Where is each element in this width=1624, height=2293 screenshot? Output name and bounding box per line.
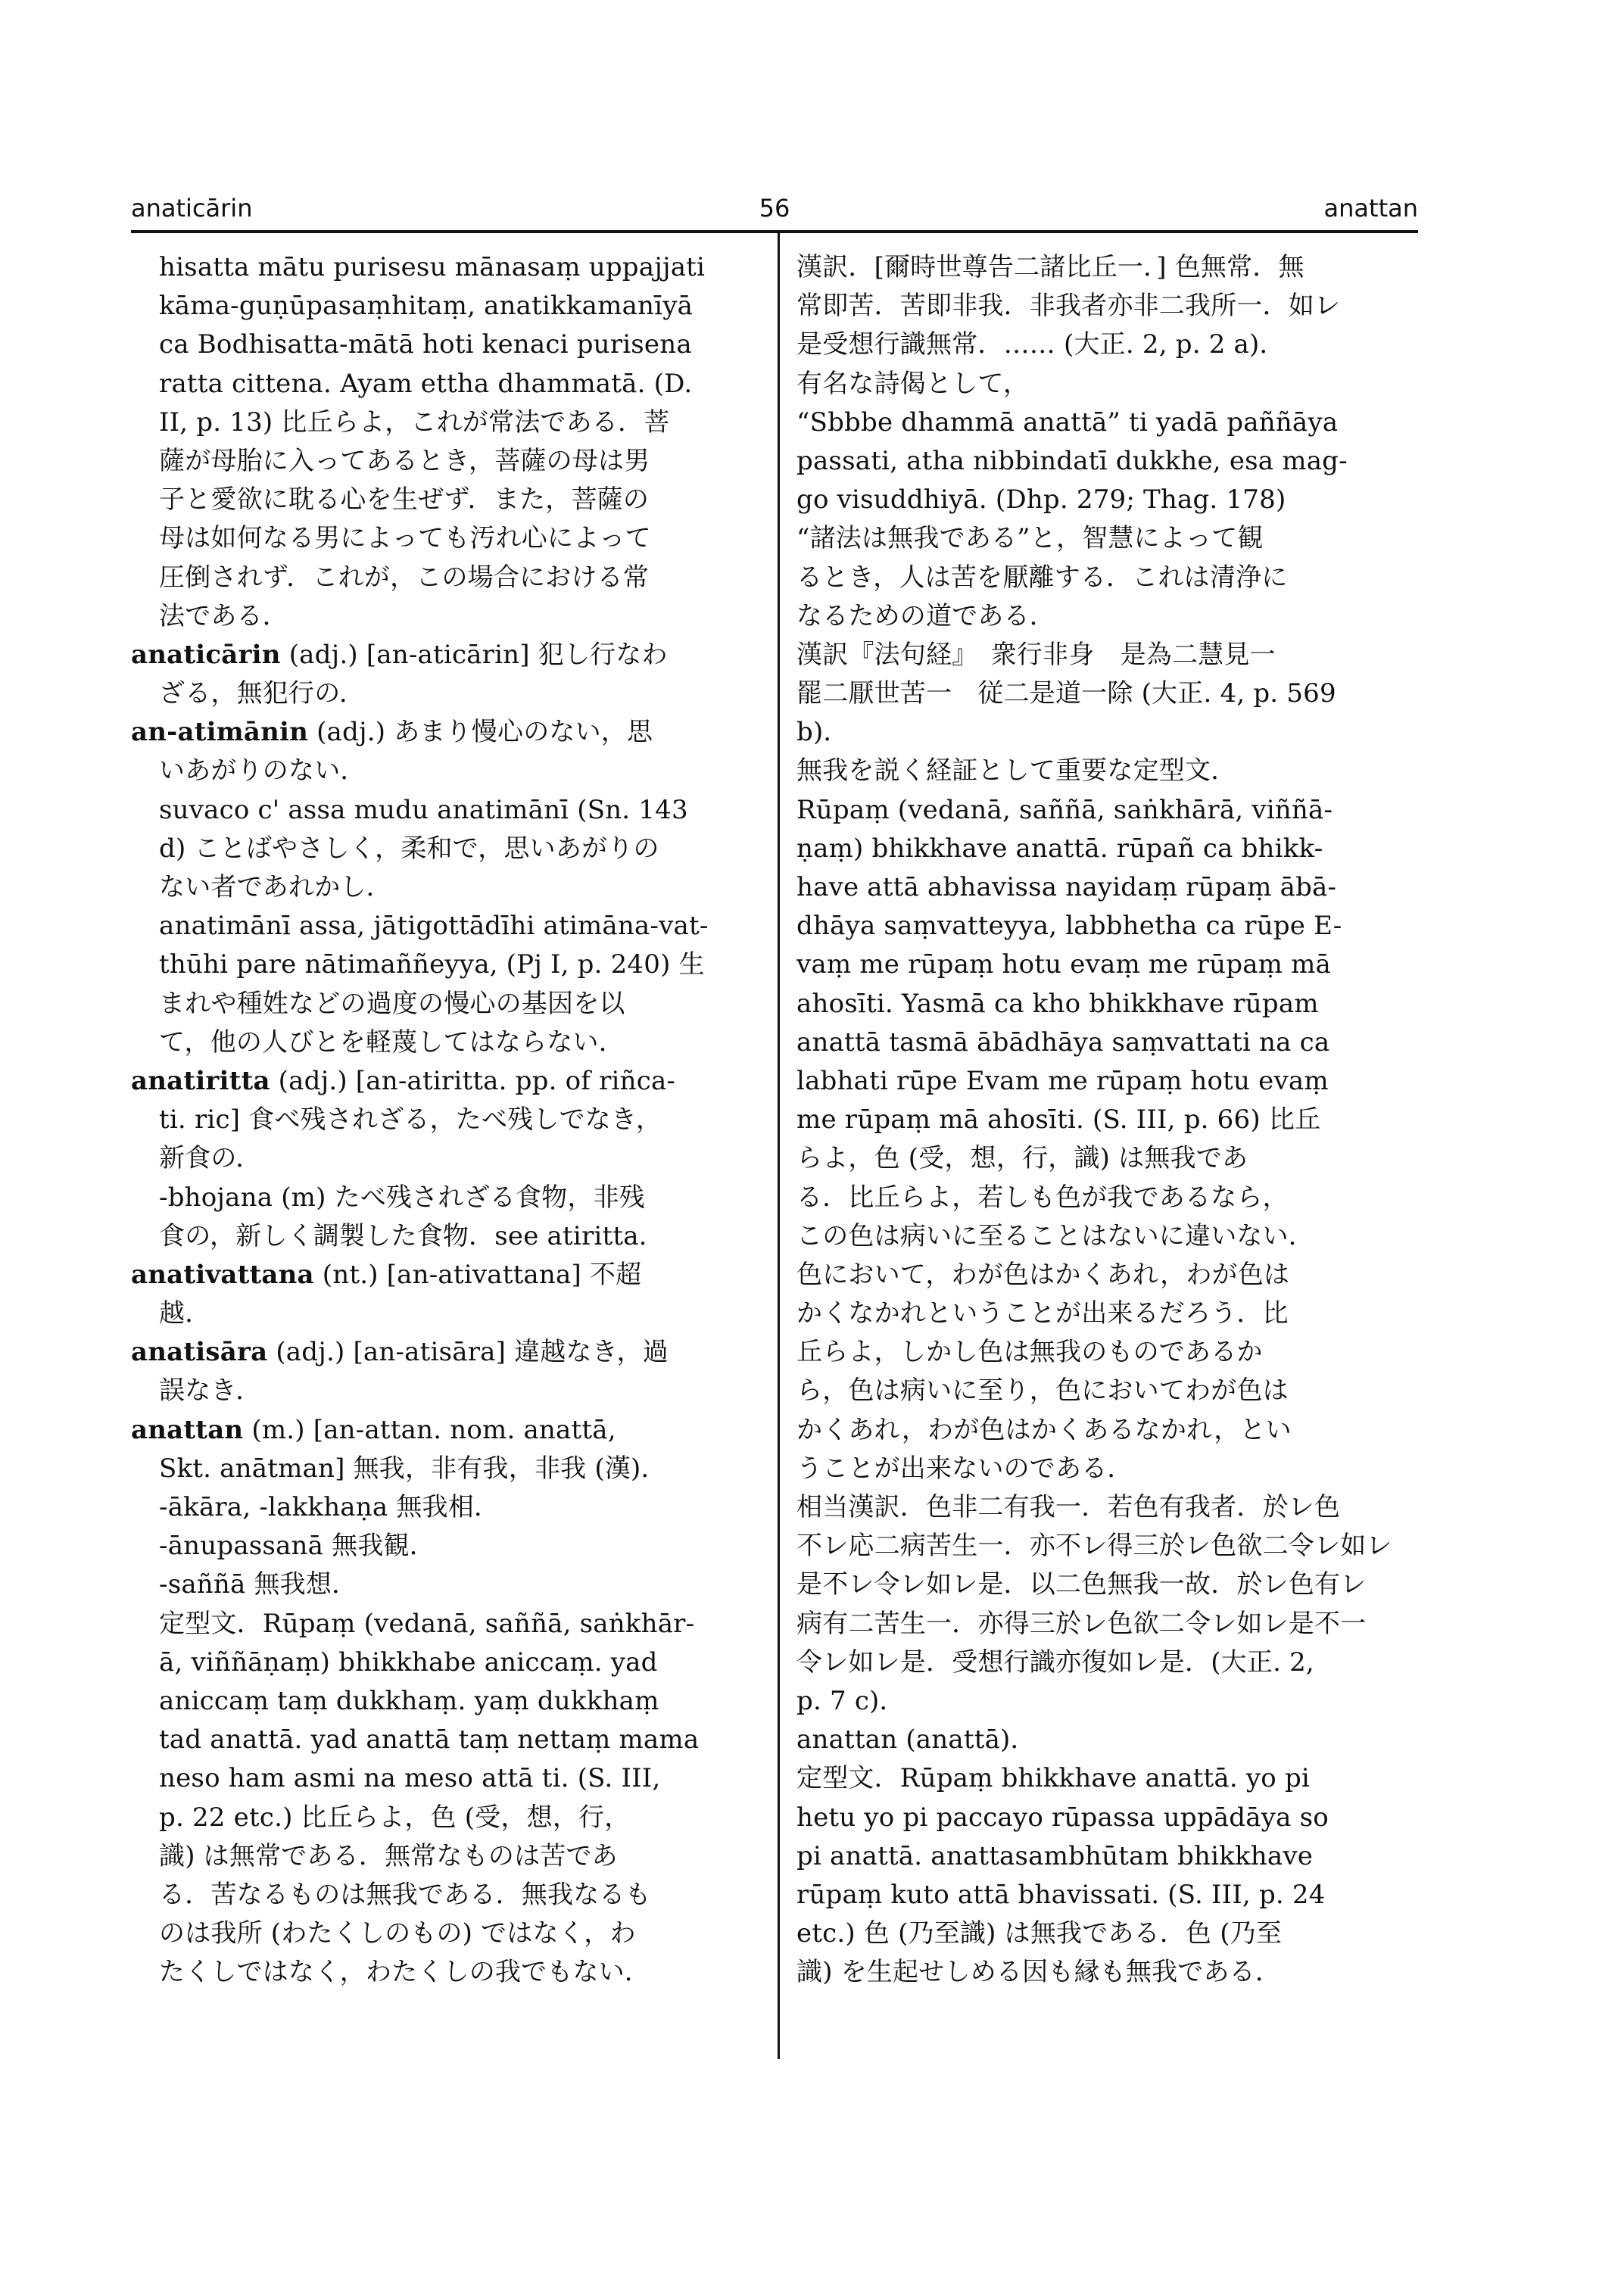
text-line: 誤なき． [159,1375,262,1407]
text-line: て，他の人びとを軽蔑してはならない． [159,1027,625,1058]
entry-headword-line: anatisāra (adj.) [an-atisāra] 違越なき，過 [131,1337,669,1368]
text-line: 是不レ令レ如レ是．以二色無我一故．於レ色有レ [796,1569,1367,1600]
text-line: vaṃ me rūpaṃ hotu evaṃ me rūpaṃ mā [796,949,1332,980]
text-line: passati, atha nibbindatī dukkhe, esa mag- [796,445,1348,476]
text-line: etc.) 色 (乃至識) は無我である．色 (乃至 [796,1918,1283,1949]
entry-headword-line: anattan (m.) [an-attan. nom. anattā, [131,1414,616,1445]
text-line: 定型文．Rūpaṃ bhikkhave anattā. yo pi [796,1763,1310,1794]
text-line: p. 7 c)． [796,1685,906,1716]
headword: an-atimānin [131,717,309,748]
text-line: 相当漢訳．色非二有我一．若色有我者．於レ色 [796,1492,1341,1522]
text-line: neso ham asmi na meso attā ti. (S. III, [159,1763,661,1794]
page-header [131,189,1418,227]
text-line: me rūpaṃ mā ahosīti. (S. III, p. 66) 比丘 [796,1104,1321,1136]
text-line: まれや種姓などの過度の慢心の基因を以 [159,988,625,1019]
text-line: 不レ応二病苦生一．亦不レ得三於レ色欲二令レ如レ [796,1531,1392,1562]
header-right-guide-word: anattan [1323,194,1418,223]
entry-headword-line: anatiritta (adj.) [an-atiritta. pp. of riñca- [131,1065,676,1096]
text-line: 食の，新しく調製した食物．see atiritta. [159,1220,647,1251]
text-line: pi anattā. anattasambhūtam bhikkhave [796,1840,1314,1871]
text-line: ti. ric] 食べ残されざる，たべ残しでなき， [159,1104,662,1136]
text-line: ratta cittena. Ayam ettha dhammatā. (D. [159,368,693,399]
entry-headword-line: an-atimānin (adj.) あまり慢心のない，思 [131,717,653,748]
headword: anatiritta [131,1065,270,1096]
text-line: Skt. anātman] 無我，非有我，非我 (漢)． [159,1453,667,1484]
text-line: 越． [159,1298,211,1329]
text-line: 病有二苦生一．亦得三於レ色欲二令レ如レ是不一 [796,1608,1367,1639]
header-left-guide-word: anaticārin [131,194,253,223]
text-line: るとき，人は苦を厭離する．これは清浄に [796,562,1288,593]
text-line: -saññā 無我想． [159,1569,358,1600]
text-line: かくなかれということが出来るだろう．比 [796,1298,1289,1329]
text-line: 是受想行識無常．…… (大正. 2, p. 2 a)． [796,329,1286,360]
text-line: anattan (anattā)． [796,1724,1036,1756]
text-line: たくしではなく，わたくしの我でもない． [159,1957,651,1988]
text-line: 定型文．Rūpaṃ (vedanā, saññā, saṅkhār- [159,1608,695,1639]
text-line: 罷二厭世苦一 従二是道一除 (大正. 4, p. 569 [796,678,1336,709]
text-line: 漢訳．[爾時世尊告二諸比丘一．] 色無常．無 [796,252,1304,282]
text-line: thūhi pare nātimaññeyya, (Pj I, p. 240) 生 [159,949,705,980]
text-line: tad anattā. yad anattā taṃ nettaṃ mama [159,1724,700,1756]
column-divider [778,233,780,2059]
text-line: -ānupassanā 無我観． [159,1531,435,1562]
text-line: うことが出来ないのである． [796,1453,1133,1484]
left-column [131,248,750,2061]
text-line: 色において，わが色はかくあれ，わが色は [796,1259,1290,1290]
text-line: dhāya saṃvatteyya, labbhetha ca rūpe E- [796,911,1342,942]
text-line: p. 22 etc.) 比丘らよ，色 (受，想，行， [159,1802,631,1833]
text-line: いあがりのない． [159,756,366,787]
text-line: anatimānī assa, jātigottādīhi atimāna-vat- [159,911,709,942]
text-line: る．比丘らよ，若しも色が我であるなら， [796,1182,1289,1213]
entry-headword-line: anaticārin (adj.) [an-aticārin] 犯し行なわ [131,639,668,670]
right-column [796,248,1416,2061]
text-line: 薩が母胎に入ってあるとき，菩薩の母は男 [159,445,650,476]
text-line: ない者であれかし． [159,872,392,902]
text-line: d) ことばやさしく，柔和で，思いあがりの [159,833,659,864]
text-line: go visuddhiyā. (Dhp. 279; Thag. 178) [796,484,1286,516]
text-line: “諸法は無我である”と，智慧によって観 [796,523,1264,554]
text-line: ざる，無犯行の． [159,678,366,709]
text-line: なるための道である． [796,600,1055,631]
text-line: 令レ如レ是．受想行識亦復如レ是．(大正. 2, [796,1647,1314,1678]
headword: anatisāra [131,1337,268,1368]
text-line: ahosīti. Yasmā ca kho bhikkhave rūpam [796,988,1319,1019]
text-line: 子と愛欲に耽る心を生ぜず．また，菩薩の [159,484,650,516]
text-line: 無我を説く経証として重要な定型文． [796,756,1237,787]
text-line: have attā abhavissa nayidaṃ rūpaṃ ābā- [796,872,1337,902]
text-line: 識) を生起せしめる因も縁も無我である． [796,1957,1282,1988]
text-line: 母は如何なる男によっても汚れ心によって [159,523,651,554]
text-line: rūpaṃ kuto attā bhavissati. (S. III, p. 24 [796,1879,1326,1910]
text-line: labhati rūpe Evam me rūpaṃ hotu evaṃ [796,1065,1329,1096]
text-line: 常即苦．苦即非我．非我者亦非二我所一．如レ [796,291,1341,322]
text-line: Rūpaṃ (vedanā, saññā, saṅkhārā, viññā- [796,794,1333,825]
text-line: suvaco c' assa mudu anatimānī (Sn. 143 [159,794,688,825]
text-line: らよ，色 (受，想，行，識) は無我であ [796,1143,1248,1174]
text-line: 識) は無常である．無常なものは苦であ [159,1840,618,1871]
text-line: る．苦なるものは無我である．無我なるも [159,1879,651,1910]
text-line: b)． [796,717,849,748]
page-number: 56 [759,194,790,223]
text-line: 新食の． [159,1143,262,1174]
text-line: kāma-guṇūpasaṃhitaṃ, anatikkamanīyā [159,291,694,322]
text-line: 圧倒されず．これが，この場合における常 [159,562,650,593]
text-line: ら，色は病いに至り，色においてわが色は [796,1375,1289,1407]
text-line: かくあれ，わが色はかくあるなかれ，とい [796,1414,1292,1445]
text-line: hetu yo pi paccayo rūpassa uppādāya so [796,1802,1329,1833]
text-line: II, p. 13) 比丘らよ，これが常法である．菩 [159,407,670,438]
text-line: -bhojana (m) たべ残されざる食物，非残 [159,1182,645,1213]
text-line: 漢訳『法句経』 衆行非身 是為二慧見一 [796,639,1276,670]
text-line: anattā tasmā ābādhāya saṃvattati na ca [796,1027,1330,1058]
text-line: 法である． [159,600,288,631]
text-line: -ākāra, -lakkhaṇa 無我相． [159,1492,500,1522]
text-line: ṇaṃ) bhikkhave anattā. rūpañ ca bhikk- [796,833,1323,864]
text-line: のは我所 (わたくしのもの) ではなく，わ [159,1918,636,1949]
headword: anativattana [131,1259,314,1290]
text-line: ā, viññāṇaṃ) bhikkhabe aniccaṃ. yad [159,1647,658,1678]
text-line: hisatta mātu purisesu mānasaṃ uppajjati [159,252,706,282]
text-line: この色は病いに至ることはないに違いない． [796,1220,1314,1251]
entry-headword-line: anativattana (nt.) [an-ativattana] 不超 [131,1259,642,1290]
text-line: “Sbbbe dhammā anattā” ti yadā paññāya [796,407,1339,438]
text-line: ca Bodhisatta-mātā hoti kenaci purisena [159,329,692,360]
text-line: 有名な詩偈として， [796,368,1030,399]
headword: anaticārin [131,639,281,670]
headword: anattan [131,1414,244,1445]
header-rule [131,230,1418,233]
text-line: aniccaṃ taṃ dukkhaṃ. yaṃ dukkhaṃ [159,1685,659,1716]
text-line: 丘らよ，しかし色は無我のものであるか [796,1337,1263,1368]
